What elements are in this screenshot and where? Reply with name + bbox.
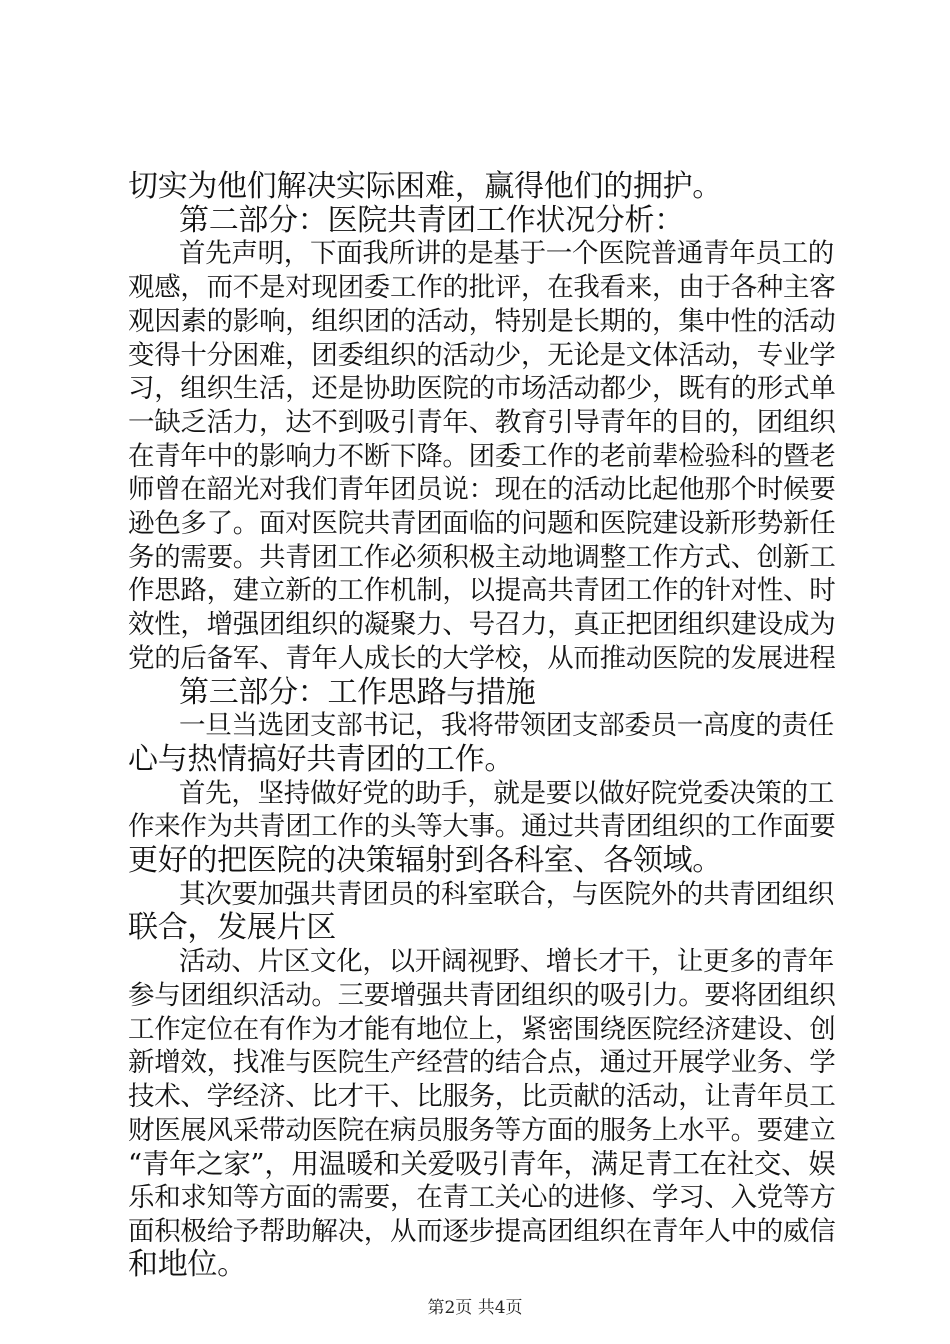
section-heading: 第三部分：工作思路与措施 bbox=[179, 674, 536, 710]
text-line: 财医展风采带动医院在病员服务等方面的服务上水平。要建立 bbox=[128, 1114, 836, 1146]
text-line: 和地位。 bbox=[128, 1247, 247, 1283]
text-line: 新增效，找准与医院生产经营的结合点，通过开展学业务、学 bbox=[128, 1047, 836, 1079]
text-line: 工作定位在有作为才能有地位上，紧密围绕医院经济建设、创 bbox=[128, 1013, 836, 1045]
text-line: 效性，增强团组织的凝聚力、号召力，真正把团组织建设成为 bbox=[128, 609, 836, 641]
text-line: 更好的把医院的决策辐射到各科室、各领域。 bbox=[128, 843, 722, 878]
paragraph-start: 活动、片区文化，以开阔视野、增长才干，让更多的青年 bbox=[179, 946, 834, 978]
text-line: 习，组织生活，还是协助医院的市场活动都少，既有的形式单 bbox=[128, 373, 836, 405]
text-line: 技术、学经济、比才干、比服务，比贡献的活动，让青年员工 bbox=[128, 1080, 836, 1112]
text-line: 作来作为共青团工作的头等大事。通过共青团组织的工作面要 bbox=[128, 811, 836, 843]
text-line: 务的需要。共青团工作必须积极主动地调整工作方式、创新工 bbox=[128, 541, 836, 573]
text-line: 参与团组织活动。三要增强共青团组织的吸引力。要将团组织 bbox=[128, 979, 836, 1011]
text-line: 心与热情搞好共青团的工作。 bbox=[128, 741, 515, 777]
paragraph-start: 首先，坚持做好党的助手，就是要以做好院党委决策的工 bbox=[179, 777, 834, 809]
text-line: 一缺乏活力，达不到吸引青年、教育引导青年的目的，团组织 bbox=[128, 406, 836, 438]
page-footer: 第2页 共4页 bbox=[427, 1298, 523, 1318]
paragraph-start: 其次要加强共青团员的科室联合，与医院外的共青团组织 bbox=[179, 878, 834, 910]
text-line: 观因素的影响，组织团的活动，特别是长期的，集中性的活动 bbox=[128, 305, 836, 337]
text-line: 面积极给予帮助解决，从而逐步提高团组织在青年人中的威信 bbox=[128, 1215, 836, 1247]
section-heading: 第二部分：医院共青团工作状况分析： bbox=[179, 202, 684, 238]
text-line: “青年之家”，用温暖和关爱吸引青年，满足青工在社交、娱 bbox=[128, 1148, 836, 1181]
text-line: 变得十分困难，团委组织的活动少，无论是文体活动，专业学 bbox=[128, 339, 836, 371]
text-line: 逊色多了。面对医院共青团面临的问题和医院建设新形势新任 bbox=[128, 508, 836, 539]
text-line: 切实为他们解决实际困难，赢得他们的拥护。 bbox=[128, 169, 722, 204]
text-line: 联合，发展片区 bbox=[128, 910, 336, 946]
text-line: 党的后备军、青年人成长的大学校，从而推动医院的发展进程 bbox=[128, 642, 836, 674]
text-line: 师曾在韶光对我们青年团员说：现在的活动比起他那个时候要 bbox=[128, 474, 836, 506]
text-line: 在青年中的影响力不断下降。团委工作的老前辈检验科的暨老 bbox=[128, 440, 836, 472]
text-line: 乐和求知等方面的需要，在青工关心的进修、学习、入党等方 bbox=[128, 1182, 836, 1213]
paragraph-start: 首先声明，下面我所讲的是基于一个医院普通青年员工的 bbox=[179, 238, 834, 270]
text-line: 观感，而不是对现团委工作的批评，在我看来，由于各种主客 bbox=[128, 272, 836, 304]
text-line: 作思路，建立新的工作机制，以提高共青团工作的针对性、时 bbox=[128, 575, 836, 607]
paragraph-start: 一旦当选团支部书记，我将带领团支部委员一高度的责任 bbox=[179, 710, 834, 742]
